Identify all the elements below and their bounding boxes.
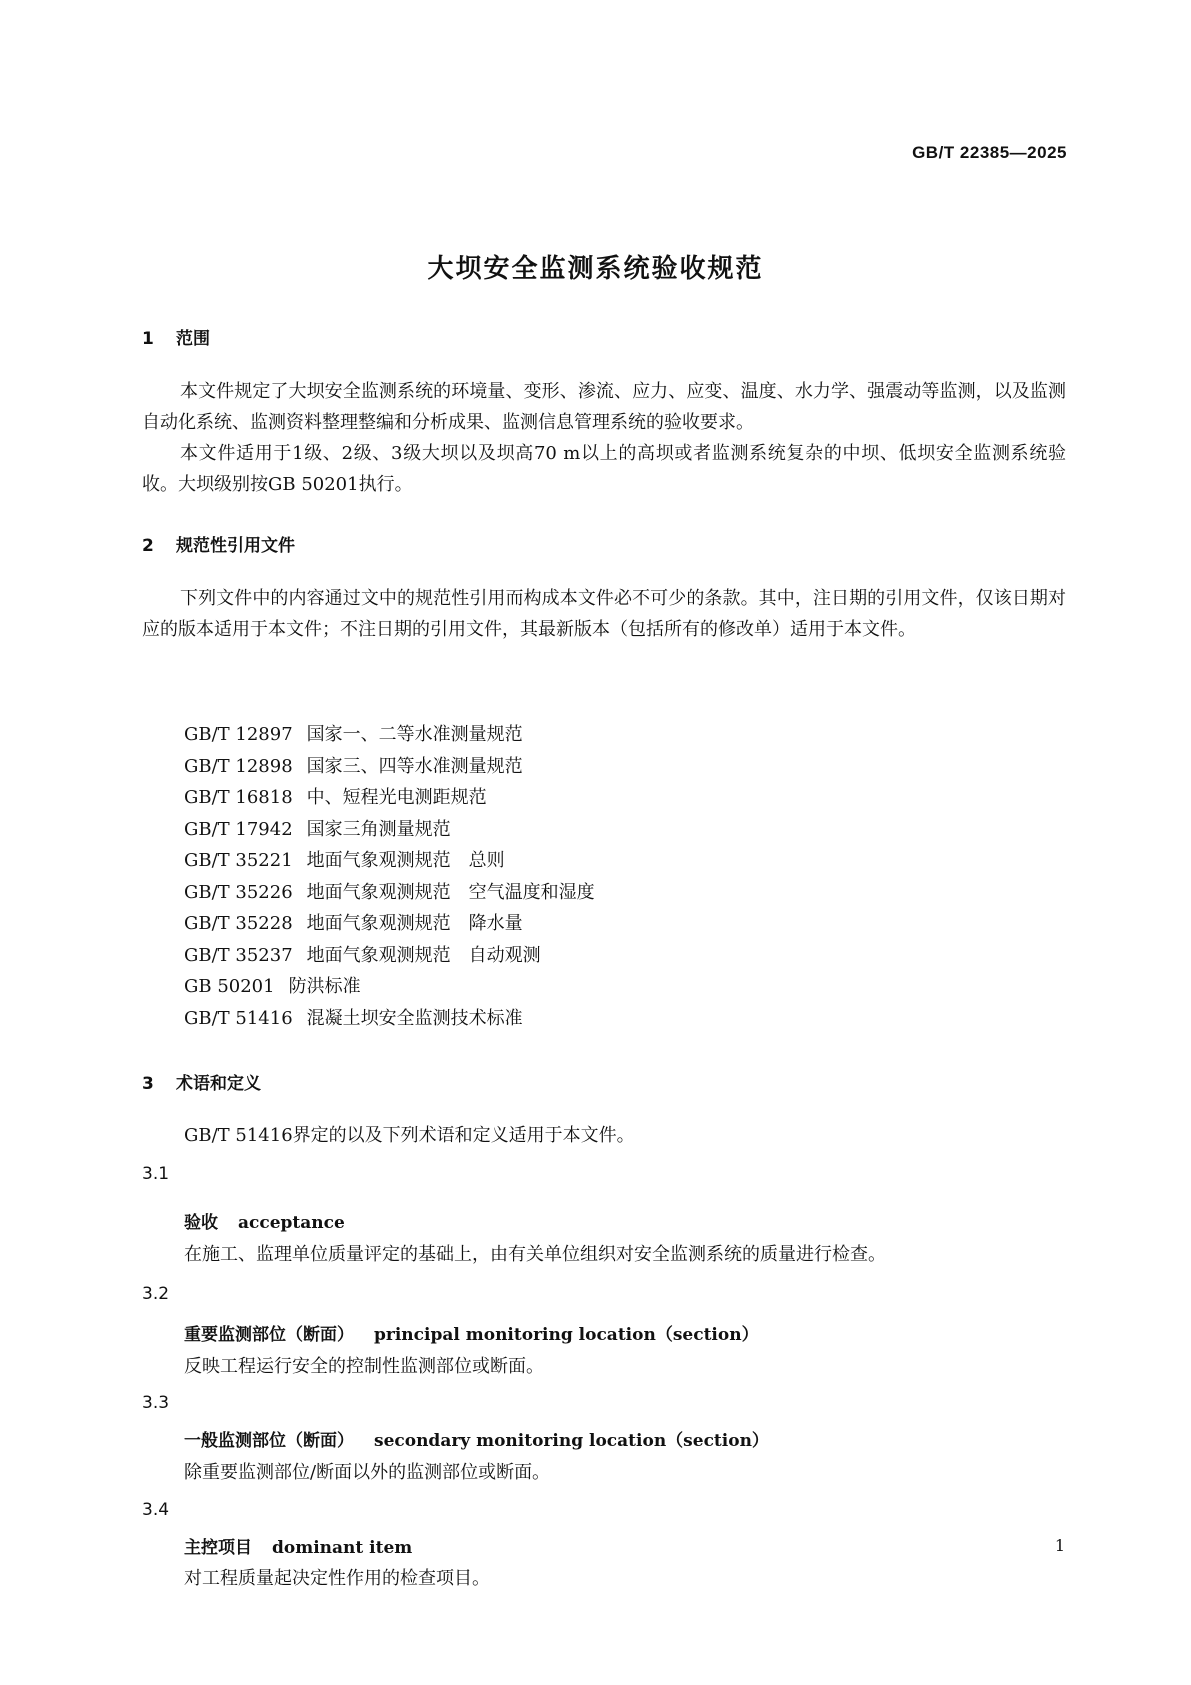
term-english: principal monitoring location（section） — [374, 1325, 759, 1345]
reference-code: GB/T 17942 — [184, 818, 293, 840]
reference-name: 国家三、四等水准测量规范 — [306, 755, 523, 777]
term-english: dominant item — [272, 1538, 413, 1558]
reference-name: 国家一、二等水准测量规范 — [306, 724, 523, 745]
section-3-heading — [142, 1069, 261, 1094]
terms-intro: GB/T 51416界定的以及下列术语和定义适用于本文件。 — [184, 1125, 635, 1146]
reference-code: GB/T 16818 — [184, 787, 293, 808]
term-definition: 在施工、监理单位质量评定的基础上，由有关单位组织对安全监测系统的质量进行检查。 — [184, 1244, 886, 1265]
section-title: 术语和定义 — [176, 1074, 261, 1094]
standard-code: GB/T 22385—2025 — [912, 143, 1067, 162]
term-chinese: 一般监测部位（断面） — [184, 1431, 354, 1451]
section-number: 3 — [142, 1074, 154, 1094]
reference-code: GB/T 35228 — [184, 913, 293, 934]
term-english: secondary monitoring location（section） — [374, 1431, 769, 1451]
term-chinese: 主控项目 — [184, 1538, 252, 1558]
reference-item — [184, 782, 595, 814]
reference-name: 中、短程光电测距规范 — [306, 787, 487, 808]
reference-code: GB/T 35237 — [184, 944, 293, 966]
reference-name: 地面气象观测规范 空气温度和湿度 — [306, 881, 595, 903]
reference-code: GB/T 35226 — [184, 881, 293, 903]
normative-references-intro: 下列文件中的内容通过文中的规范性引用而构成本文件必不可少的条款。其中，注日期的引用文件，仅该日期对应的版本适用于本文件；不注日期的引用文件，其最新版本（包括所有的修改单）适用于本文件。 — [142, 588, 1066, 640]
reference-code: GB/T 35221 — [184, 850, 293, 871]
reference-list — [184, 719, 595, 1034]
section-title: 规范性引用文件 — [176, 536, 295, 556]
section-number: 2 — [142, 536, 154, 556]
reference-code: GB/T 51416 — [184, 1007, 293, 1029]
term-heading — [184, 1208, 345, 1233]
term-number: 3.2 — [142, 1284, 170, 1304]
term-heading — [184, 1426, 769, 1451]
term-number: 3.4 — [142, 1500, 170, 1520]
reference-name: 地面气象观测规范 自动观测 — [306, 944, 541, 966]
reference-item — [184, 719, 595, 751]
reference-item — [184, 971, 595, 1003]
term-definition: 反映工程运行安全的控制性监测部位或断面。 — [184, 1356, 544, 1377]
reference-item — [184, 751, 595, 783]
reference-item — [184, 814, 595, 846]
reference-code: GB 50201 — [184, 976, 275, 997]
term-number: 3.1 — [142, 1164, 170, 1184]
section-title: 范围 — [176, 329, 210, 349]
reference-name: 混凝土坝安全监测技术标准 — [306, 1007, 523, 1029]
reference-name: 国家三角测量规范 — [306, 818, 451, 840]
reference-code: GB/T 12897 — [184, 724, 293, 745]
term-definition: 除重要监测部位/断面以外的监测部位或断面。 — [184, 1462, 551, 1483]
scope-paragraph-2: 本文件适用于1级、2级、3级大坝以及坝高70 m以上的高坝或者监测系统复杂的中坝、低坝安全监测系统验收。大坝级别按GB 50201执行。 — [142, 443, 1066, 495]
section-2-heading — [142, 531, 295, 556]
reference-code: GB/T 12898 — [184, 755, 293, 777]
reference-name: 地面气象观测规范 总则 — [306, 850, 505, 871]
reference-name: 防洪标准 — [288, 976, 361, 997]
page-number: 1 — [1054, 1536, 1065, 1555]
reference-item — [184, 940, 595, 972]
reference-item — [184, 908, 595, 940]
term-number: 3.3 — [142, 1393, 170, 1413]
reference-name: 地面气象观测规范 降水量 — [306, 913, 523, 934]
term-definition: 对工程质量起决定性作用的检查项目。 — [184, 1568, 490, 1589]
section-number: 1 — [142, 329, 154, 349]
term-english: acceptance — [238, 1213, 345, 1233]
scope-paragraph-1: 本文件规定了大坝安全监测系统的环境量、变形、渗流、应力、应变、温度、水力学、强震动等监测，以及监测自动化系统、监测资料整理整编和分析成果、监测信息管理系统的验收要求。 — [142, 381, 1066, 433]
term-heading — [184, 1320, 759, 1345]
document-title: 大坝安全监测系统验收规范 — [427, 254, 764, 284]
reference-item — [184, 877, 595, 909]
term-heading — [184, 1533, 412, 1558]
term-chinese: 重要监测部位（断面） — [184, 1325, 354, 1345]
reference-item — [184, 1003, 595, 1035]
section-1-heading — [142, 324, 210, 349]
term-chinese: 验收 — [184, 1213, 218, 1233]
reference-item — [184, 845, 595, 877]
